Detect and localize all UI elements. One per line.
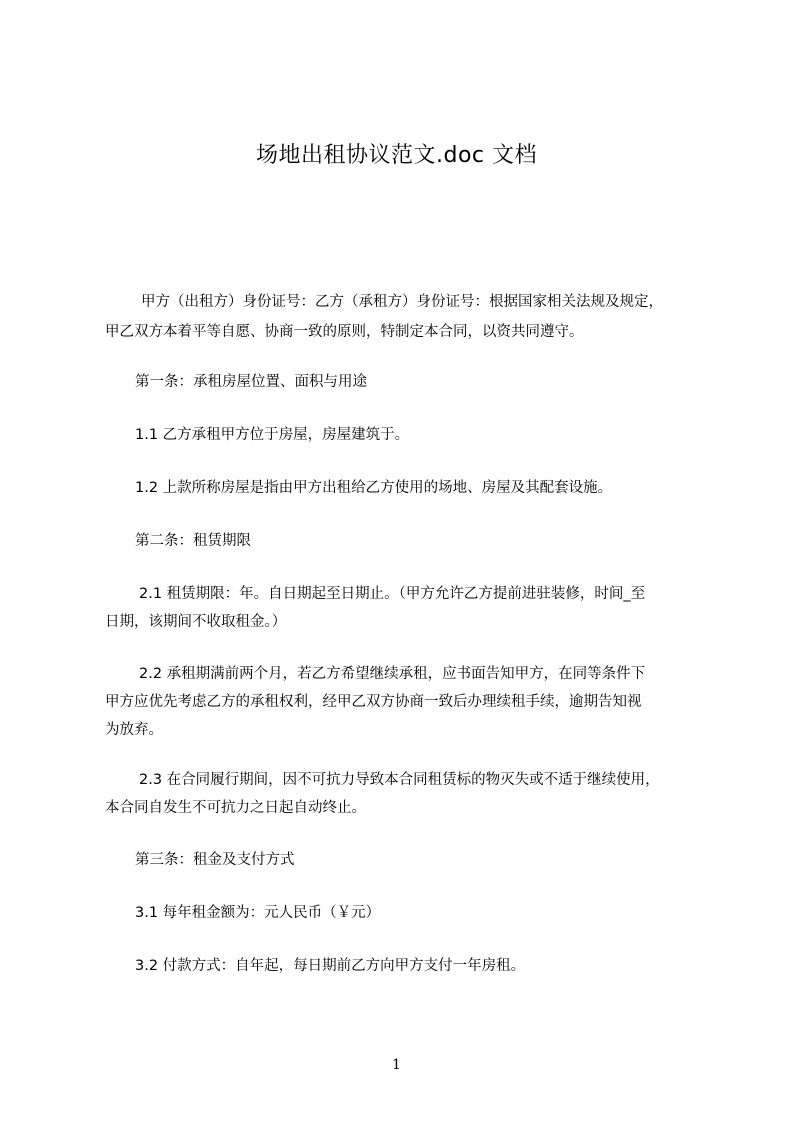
clause-2-2: [105, 660, 705, 744]
article-2-heading: [105, 527, 705, 555]
article-1-heading: [105, 368, 705, 396]
clause-3-2-text: 3.2 付款方式：自年起，每日期前乙方向甲方支付一年房租。: [135, 958, 526, 974]
article-3-heading-text: 第三条：租金及支付方式: [135, 852, 295, 868]
clause-2-1: [105, 580, 705, 636]
clause-3-2: [105, 952, 705, 980]
article-3-heading: [105, 846, 705, 874]
clause-2-2-line-3: 为放弃。: [105, 722, 163, 738]
preamble-line-2: 甲乙双方本着平等自愿、协商一致的原则，特制定本合同，以资共同遵守。: [105, 324, 584, 340]
clause-1-2-text: 1.2 上款所称房屋是指由甲方出租给乙方使用的场地、房屋及其配套设施。: [135, 480, 613, 496]
clause-2-3-line-1: 2.3 在合同履行期间，因不可抗力导致本合同租赁标的物灭失或不适于继续使用，: [139, 772, 660, 788]
clause-2-1-line-1: 2.1 租赁期限：年。自日期起至日期止。（甲方允许乙方提前进驻装修，时间_至: [139, 586, 646, 602]
clause-1-1: [105, 421, 705, 449]
preamble-line-1: 甲方（出租方）身份证号：乙方（承租方）身份证号：根据国家相关法规及规定，: [141, 294, 663, 310]
document-title: 场地出租协议范文.doc 文档: [255, 143, 537, 168]
clause-3-1-text: 3.1 每年租金额为：元人民币（￥元）: [135, 905, 381, 921]
page-number: 1: [392, 1057, 401, 1073]
clause-2-1-line-2: 日期，该期间不收取租金。）: [105, 614, 287, 630]
preamble-paragraph: [105, 288, 705, 348]
clause-2-2-line-2: 甲方应优先考虑乙方的承租权利，经甲乙双方协商一致后办理续租手续，逾期告知视: [105, 694, 642, 710]
article-2-heading-text: 第二条：租赁期限: [135, 533, 251, 549]
clause-1-2: [105, 474, 705, 502]
clause-2-3-line-2: 本合同自发生不可抗力之日起自动终止。: [105, 800, 366, 816]
clause-2-3: [105, 766, 705, 822]
article-1-heading-text: 第一条：承租房屋位置、面积与用途: [135, 374, 367, 390]
clause-1-1-text: 1.1 乙方承租甲方位于房屋，房屋建筑于。: [135, 427, 410, 443]
clause-3-1: [105, 899, 705, 927]
clause-2-2-line-1: 2.2 承租期满前两个月，若乙方希望继续承租，应书面告知甲方，在同等条件下: [139, 666, 646, 682]
